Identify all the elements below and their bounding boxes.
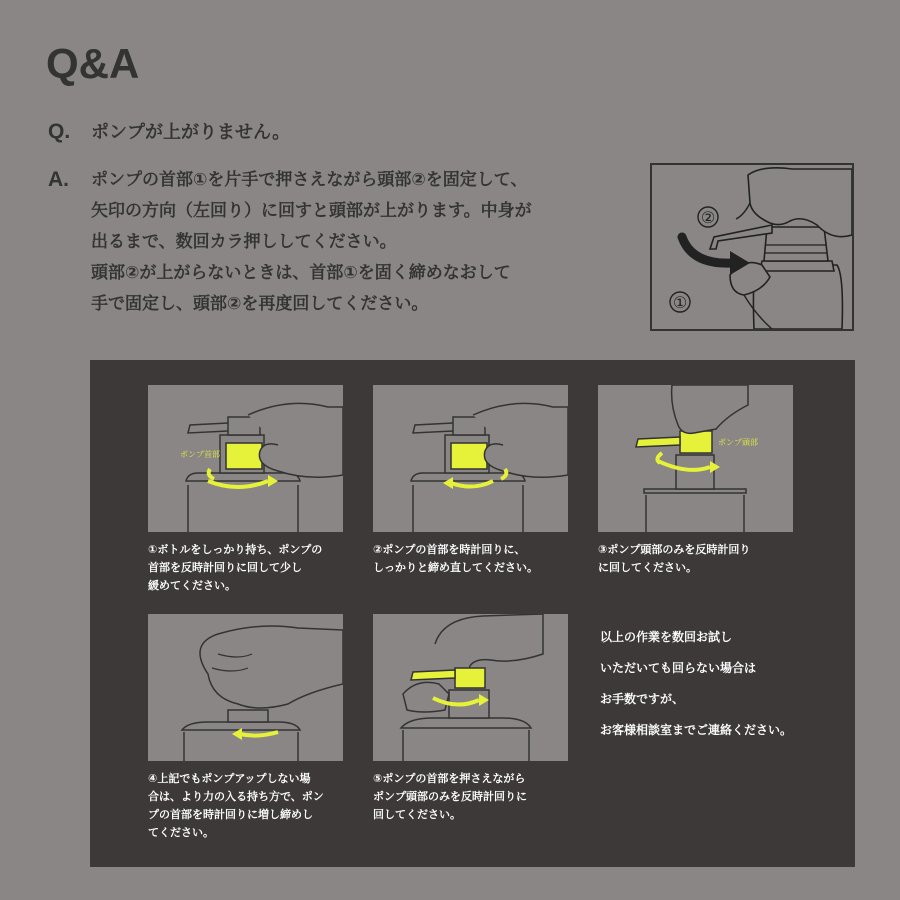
caption-line: しっかりと締め直してください。 (373, 561, 538, 574)
caption-line: に回してください。 (598, 561, 697, 574)
step-5-caption (373, 770, 583, 824)
answer-line: 頭部②が上がらないときは、首部①を固く締めなおして (91, 263, 511, 283)
step-2-caption (373, 541, 583, 577)
step-2-image (373, 385, 568, 532)
answer-line: 手で固定し、頭部②を再度回してください。 (91, 294, 429, 314)
question-text: ポンプが上がりません。 (91, 122, 291, 143)
caption-line: ポンプ頭部のみを反時計回りに (373, 790, 527, 803)
step-3-tag: ポンプ頭部 (718, 438, 758, 447)
closing-line: 以上の作業を数回お試し (600, 630, 733, 644)
closing-line: いただいても回らない場合は (600, 661, 757, 675)
label-neck: ① (672, 293, 688, 312)
step-1-tag: ポンプ首部 (180, 450, 220, 459)
caption-line: ⑤ポンプの首部を押さえながら (373, 772, 526, 785)
step-1-image (148, 385, 343, 532)
caption-line: 合は、より力の入る持ち方で、ポン (148, 790, 324, 803)
step-1-caption (148, 541, 358, 595)
caption-line: ②ポンプの首部を時計回りに、 (373, 543, 526, 556)
closing-line: お手数ですが、 (600, 692, 685, 706)
caption-line: ①ボトルをしっかり持ち、ポンプの (148, 543, 323, 556)
step-3-caption (598, 541, 808, 577)
step-3-image (598, 385, 793, 532)
step-4-image (148, 614, 343, 761)
caption-line: てください。 (148, 826, 214, 839)
answer-marker: A. (48, 168, 69, 191)
caption-line: 回してください。 (373, 808, 461, 821)
caption-line: ③ポンプ頭部のみを反時計回り (598, 543, 751, 556)
closing-note (600, 628, 850, 752)
step-5-image (373, 614, 568, 761)
answer-illustration (650, 163, 854, 331)
question-marker: Q. (48, 120, 71, 143)
caption-line: ④上記でもポンプアップしない場 (148, 772, 311, 785)
answer-text (91, 165, 631, 320)
answer-line: 出るまで、数回カラ押ししてください。 (91, 232, 397, 252)
caption-line: プの首部を時計回りに増し締めし (148, 808, 313, 821)
page-title: Q&A (46, 40, 140, 87)
closing-line: お客様相談室までご連絡ください。 (600, 723, 793, 737)
step-4-caption (148, 770, 358, 842)
answer-line: ポンプの首部①を片手で押さえながら頭部②を固定して、 (91, 170, 528, 190)
label-head: ② (700, 208, 716, 227)
caption-line: 緩めてください。 (148, 579, 236, 592)
caption-line: 首部を反時計回りに回して少し (148, 561, 302, 574)
pump-hand-illustration (652, 165, 852, 329)
answer-line: 矢印の方向（左回り）に回すと頭部が上がります。中身が (91, 201, 532, 221)
